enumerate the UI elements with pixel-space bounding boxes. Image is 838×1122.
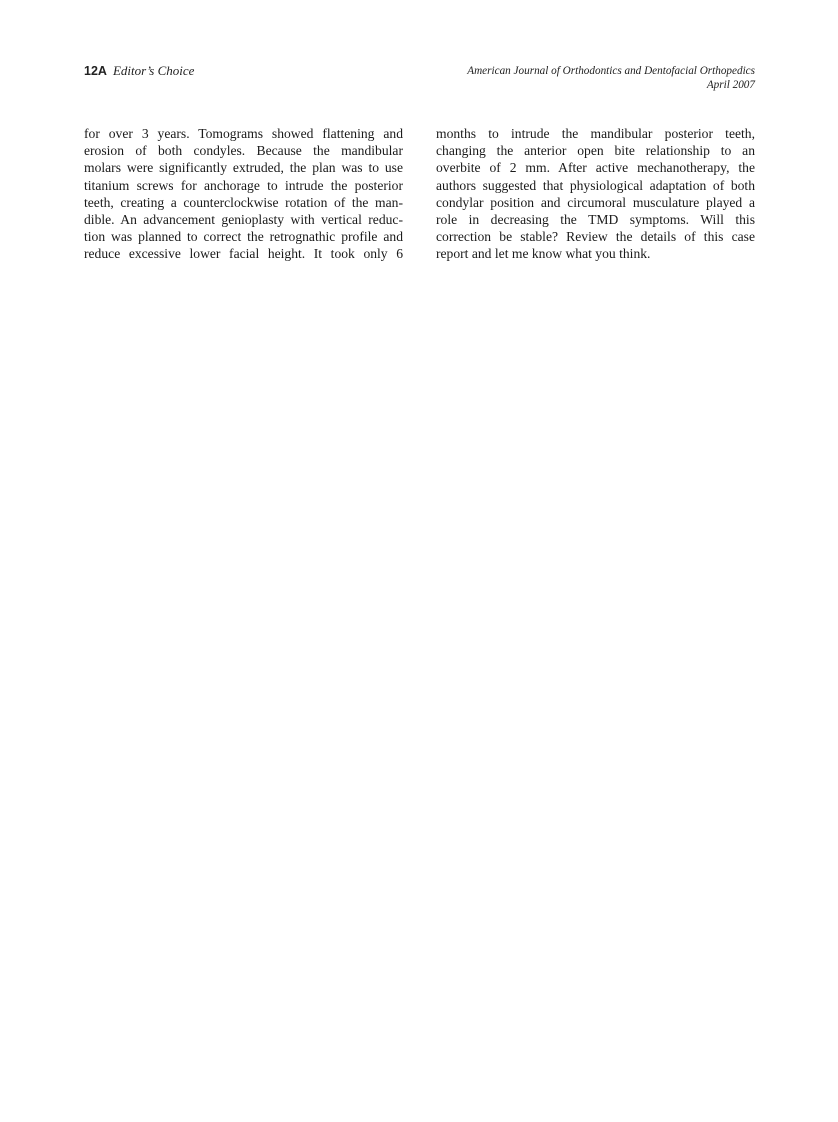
- text-line: tion was planned to correct the retrognathic profile and: [84, 229, 403, 245]
- right-text-column: [436, 125, 755, 263]
- text-line: changing the anterior open bite relationship to an: [436, 143, 755, 159]
- text-line: titanium screws for anchorage to intrude the posterior: [84, 177, 403, 193]
- text-line: correction be stable? Review the details of this case: [436, 229, 755, 245]
- running-header-left: [84, 62, 194, 80]
- text-line: role in decreasing the TMD symptoms. Will this: [436, 211, 755, 227]
- text-line: molars were significantly extruded, the plan was to use: [84, 160, 403, 176]
- journal-name: American Journal of Orthodontics and Dentofacial Orthopedics: [467, 65, 755, 77]
- page-number: 12A: [84, 64, 107, 78]
- issue-date: April 2007: [706, 79, 755, 91]
- section-title: Editor’s Choice: [112, 63, 195, 78]
- text-line: months to intrude the mandibular posterior teeth,: [436, 126, 755, 141]
- left-text-column: [84, 125, 403, 263]
- text-line: report and let me know what you think.: [436, 246, 651, 262]
- text-line: overbite of 2 mm. After active mechanotherapy, the: [436, 160, 755, 176]
- text-line: dible. An advancement genioplasty with vertical reduc-: [84, 211, 403, 227]
- text-line: reduce excessive lower facial height. It took only 6: [84, 246, 403, 262]
- text-line: teeth, creating a counterclockwise rotation of the man-: [84, 194, 403, 210]
- text-line: condylar position and circumoral musculature played a: [436, 194, 755, 210]
- text-line: for over 3 years. Tomograms showed flattening and: [84, 126, 403, 141]
- text-line: authors suggested that physiological adaptation of both: [436, 177, 755, 193]
- text-line: erosion of both condyles. Because the mandibular: [84, 143, 403, 159]
- running-header-right: [467, 64, 755, 92]
